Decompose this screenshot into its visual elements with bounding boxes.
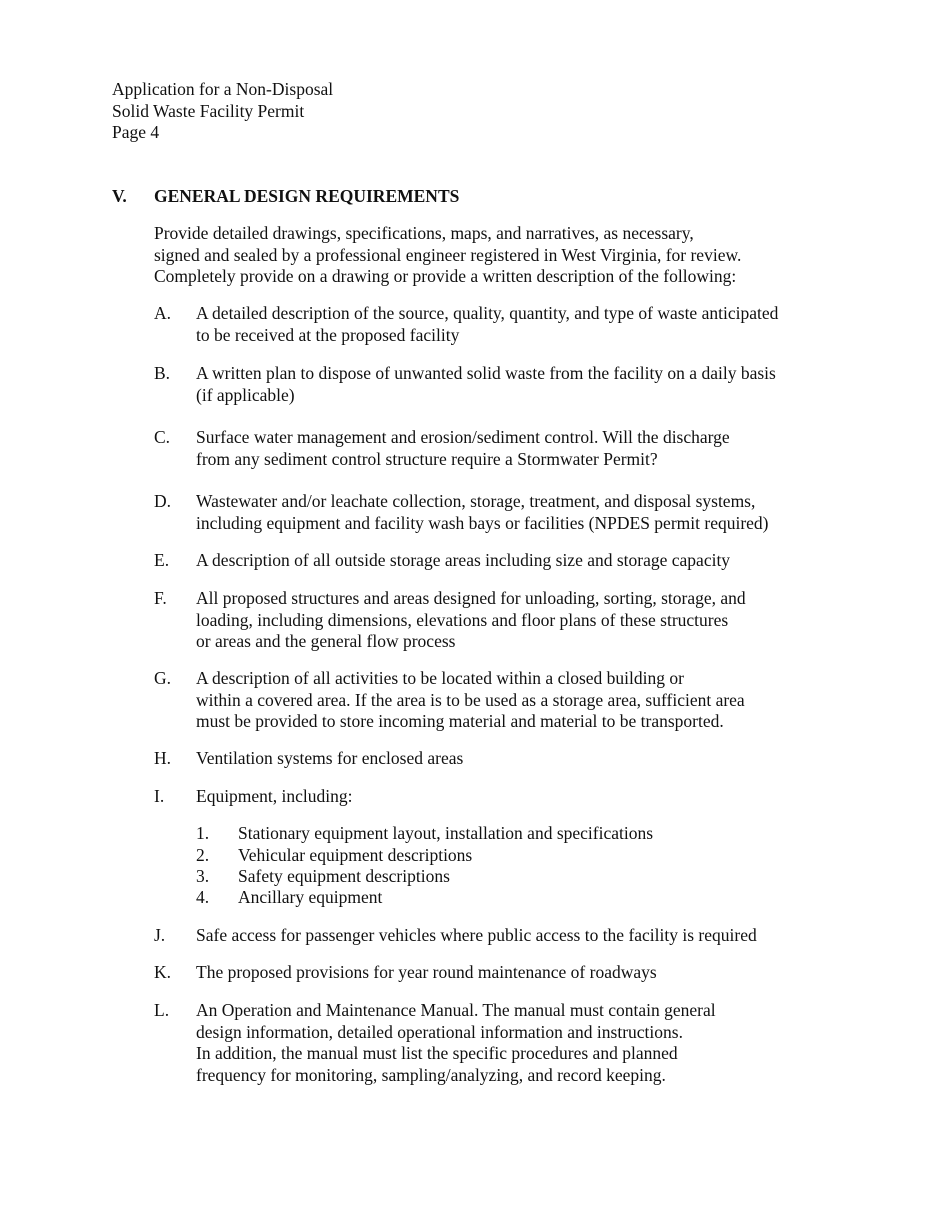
item-line: All proposed structures and areas designed for unloading, sorting, storage, and bbox=[196, 588, 746, 608]
item-letter: F. bbox=[154, 588, 167, 608]
header-line-title: Application for a Non-Disposal bbox=[112, 79, 334, 99]
item-line: Surface water management and erosion/sediment control. Will the discharge bbox=[196, 427, 730, 447]
item-text bbox=[196, 786, 353, 808]
sub-item-text: Stationary equipment layout, installation and specifications bbox=[238, 823, 654, 843]
item-text bbox=[196, 925, 757, 947]
sub-item-number: 2. bbox=[196, 845, 210, 865]
intro-line: signed and sealed by a professional engineer registered in West Virginia, for review. bbox=[154, 244, 742, 265]
item-line: design information, detailed operational information and instructions. bbox=[196, 1021, 683, 1042]
item-line: loading, including dimensions, elevations and floor plans of these structures bbox=[196, 609, 729, 630]
sub-item-text: Vehicular equipment descriptions bbox=[238, 845, 473, 865]
item-letter: D. bbox=[154, 491, 172, 511]
item-line: Safe access for passenger vehicles where public access to the facility is required bbox=[196, 925, 757, 945]
section-number: V. bbox=[112, 186, 127, 206]
item-letter: K. bbox=[154, 962, 172, 982]
item-letter: E. bbox=[154, 550, 170, 570]
item-letter: H. bbox=[154, 748, 172, 768]
item-letter: A. bbox=[154, 303, 172, 323]
item-text bbox=[196, 427, 730, 470]
item-text bbox=[196, 748, 463, 770]
intro-line: Completely provide on a drawing or provide a written description of the following: bbox=[154, 266, 737, 286]
item-line: or areas and the general flow process bbox=[196, 631, 456, 651]
item-text bbox=[196, 962, 657, 984]
item-letter: L. bbox=[154, 1000, 170, 1020]
item-letter: G. bbox=[154, 668, 172, 688]
item-line: In addition, the manual must list the specific procedures and planned bbox=[196, 1043, 678, 1063]
section-intro bbox=[154, 223, 741, 288]
item-line: A written plan to dispose of unwanted solid waste from the facility on a daily basis bbox=[196, 363, 776, 383]
item-line: Ventilation systems for enclosed areas bbox=[196, 748, 464, 768]
item-line: to be received at the proposed facility bbox=[196, 324, 460, 345]
item-line: must be provided to store incoming material and material to be transported. bbox=[196, 711, 724, 731]
item-letter: B. bbox=[154, 363, 171, 383]
item-line: An Operation and Maintenance Manual. The manual must contain general bbox=[196, 1000, 716, 1020]
item-line: A detailed description of the source, quality, quantity, and type of waste anticipated bbox=[196, 303, 779, 323]
header-page-number: Page 4 bbox=[112, 122, 160, 142]
item-line: from any sediment control structure require a Stormwater Permit? bbox=[196, 448, 658, 469]
item-text bbox=[196, 491, 769, 534]
item-line: Equipment, including: bbox=[196, 786, 353, 806]
sub-item-number: 4. bbox=[196, 887, 210, 907]
header-line-subtitle: Solid Waste Facility Permit bbox=[112, 100, 305, 121]
item-letter: J. bbox=[154, 925, 166, 945]
item-line: The proposed provisions for year round maintenance of roadways bbox=[196, 962, 657, 982]
item-text bbox=[196, 303, 778, 346]
item-line: A description of all activities to be located within a closed building or bbox=[196, 668, 684, 688]
item-text bbox=[196, 668, 745, 733]
sub-item-number: 1. bbox=[196, 823, 210, 843]
item-letter: C. bbox=[154, 427, 171, 447]
item-text bbox=[196, 550, 730, 572]
intro-line: Provide detailed drawings, specifications, maps, and narratives, as necessary, bbox=[154, 223, 694, 243]
sub-item-text: Safety equipment descriptions bbox=[238, 866, 450, 886]
item-text bbox=[196, 363, 776, 406]
item-text bbox=[196, 588, 746, 653]
item-line: (if applicable) bbox=[196, 384, 295, 405]
item-line: including equipment and facility wash bays or facilities (NPDES permit required) bbox=[196, 512, 769, 533]
section-title: GENERAL DESIGN REQUIREMENTS bbox=[154, 186, 460, 206]
item-line: A description of all outside storage areas including size and storage capacity bbox=[196, 550, 731, 570]
item-line: Wastewater and/or leachate collection, storage, treatment, and disposal systems, bbox=[196, 491, 756, 511]
sub-item-number: 3. bbox=[196, 866, 210, 886]
item-line: frequency for monitoring, sampling/analyzing, and record keeping. bbox=[196, 1064, 666, 1085]
document-header bbox=[112, 79, 333, 144]
sub-item-text: Ancillary equipment bbox=[238, 887, 383, 907]
item-text bbox=[196, 1000, 716, 1086]
section-heading bbox=[112, 186, 459, 208]
item-line: within a covered area. If the area is to be used as a storage area, sufficient area bbox=[196, 689, 745, 710]
item-letter: I. bbox=[154, 786, 165, 806]
